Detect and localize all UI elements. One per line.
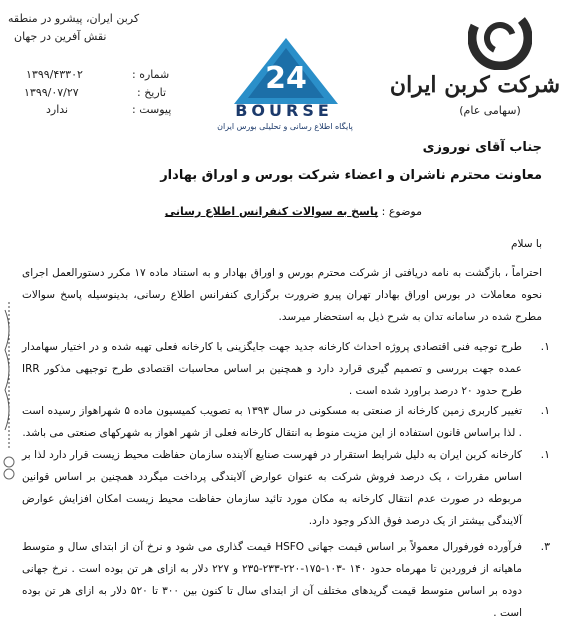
recipient-name: جناب آقای نوروزی: [422, 140, 542, 155]
recipient-title: معاونت محترم ناشران و اعضاء شرکت بورس و اوراق بهادار: [160, 168, 542, 183]
svg-text:24: 24: [265, 61, 307, 96]
item-1-number: ۱.: [540, 340, 550, 353]
company-type: (سهامی عام): [459, 104, 521, 117]
attachment-label: پیوست :: [132, 103, 172, 116]
number-label: شماره :: [132, 68, 170, 81]
date-value: ۱۳۹۹/۰۷/۲۷: [24, 86, 79, 99]
item-2-text: تغییر کاربری زمین کارخانه از صنعتی به مسکونی در سال ۱۳۹۳ به تصویب کمیسیون ماده ۵ شهراهواز رسیده است . لذا براساس قانون استفاده از این مزیت منوط به انتقال کارخانه فعلی از شهر اهواز به شهرکهای صنعتی می باشد.: [22, 405, 522, 439]
side-signature-strip-icon: [2, 300, 16, 450]
bourse-wordmark: BOURSE: [235, 101, 333, 120]
date-label: تاریخ :: [137, 86, 167, 99]
item-2-number: ۱.: [540, 404, 550, 417]
item-4-number: ۳.: [540, 540, 550, 553]
slogan-line-2: نقش آفرین در جهان: [14, 30, 107, 43]
company-name: شرکت کربن ایران: [389, 72, 560, 98]
subject-value: پاسخ به سوالات کنفرانس اطلاع رسانی: [164, 205, 379, 218]
item-3-text: کارخانه کربن ایران به دلیل شرایط استقرار در فهرست صنایع آلاینده سازمان حفاظت محیط زیست قرار دارد لذا بر اساس مقررات ، یک درصد فروش شرکت به عنوان عوارض آلایندگی پرداخت میگردد همچنین بر اساس قوانین مربوطه در صورت عدم انتقال کارخانه به مکان مورد تائید سازمان حفاظت محیط زیست امکان افزایش عوارض آلایندگی بیشتر از یک درصد فوق الذکر وجود دارد.: [22, 449, 522, 527]
number-value: ۱۳۹۹/۴۳۳۰۲: [26, 68, 83, 81]
company-logo-icon: [468, 6, 532, 70]
attachment-value: ندارد: [46, 103, 69, 116]
bourse-caption: پایگاه اطلاع رسانی و تحلیلی بورس ایران: [217, 122, 353, 131]
intro-paragraph: احتراماً ، بازگشت به نامه دریافتی از شرکت محترم بورس و اوراق بهادار و به استناد ماده ۱۷ مکرر دستورالعمل اجرای نحوه معاملات در بورس اوراق بهادار تهران پیرو ضرورت برگزاری کنفرانس اطلاع رسانی، بدینوسیله پاسخ سوالات مطرح شده در سامانه تدان به شرح ذیل به استحضار میرسد.: [22, 267, 543, 323]
subject-line: [165, 205, 422, 218]
slogan-line-1: کربن ایران، پیشرو در منطقه: [8, 12, 140, 25]
item-3-number: ۱.: [540, 448, 550, 461]
subject-label: موضوع :: [381, 205, 422, 218]
salutation: با سلام: [510, 238, 542, 250]
bourse-logo-icon: [232, 36, 340, 106]
item-1-text: طرح توجیه فنی اقتصادی پروژه احداث کارخانه جدید جهت جایگزینی با کارخانه فعلی تهیه شده و در اختیار سهامدار عمده جهت بررسی و تصمیم گیری قرارد دارد و همچنین بر اساس محاسبات اقتصادی طرح توجیهی مذکور IRR طرح حدود ۲۰ درصد براورد شده است .: [22, 341, 522, 397]
footer-mark-icon: [2, 455, 16, 481]
item-4-text: فرآورده فورفورال معمولاً بر اساس قیمت جهانی HSFO قیمت گذاری می شود و نرخ آن از ابتدای سال و متوسط ماهیانه از فروردین تا مهرماه حدود ۱۴۰ -۱۰۳-۱۷۵-۲۲۰-۲۳۳-۲۳۵ و ۲۲۷ دلار به ازای هر تن بوده است . نرخ جهانی دوده بر اساس متوسط قیمت گریدهای مختلف آن از ابتدای سال تا کنون بین ۳۰۰ تا ۵۲۰ دلار به ازای هر تن بوده است .: [22, 541, 522, 619]
